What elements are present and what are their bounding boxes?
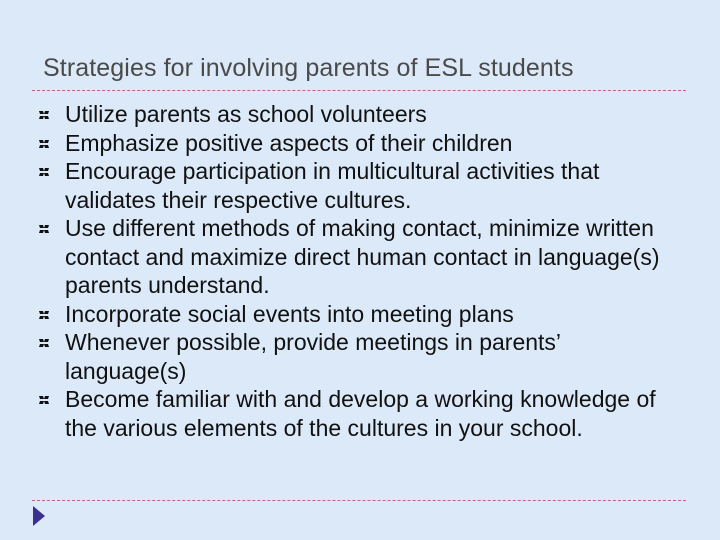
bullet-text: Become familiar with and develop a working knowledge of the various elements of the cultures in your school. — [65, 386, 656, 441]
pinwheel-bullet-icon — [38, 310, 50, 320]
bullet-text: Encourage participation in multicultural activities that validates their respective cultures. — [65, 158, 600, 213]
pinwheel-bullet-icon — [38, 110, 50, 120]
bullet-text: Utilize parents as school volunteers — [65, 101, 427, 127]
bullet-item — [38, 100, 688, 129]
bullet-text: Use different methods of making contact, minimize written contact and maximize direct human contact in language(s) parents understand. — [65, 215, 660, 298]
bullet-list — [38, 100, 688, 442]
bullet-item — [38, 129, 688, 158]
title-divider — [32, 90, 686, 91]
bullet-text: Emphasize positive aspects of their children — [65, 129, 513, 156]
pinwheel-bullet-icon — [38, 167, 50, 177]
footer-divider — [32, 500, 686, 501]
bullet-item — [38, 328, 688, 385]
bullet-text: Incorporate social events into meeting plans — [65, 300, 514, 327]
bullet-text: Whenever possible, provide meetings in parents’ language(s) — [65, 329, 561, 384]
pinwheel-bullet-icon — [38, 224, 50, 234]
pinwheel-bullet-icon — [38, 139, 50, 149]
bullet-item — [38, 300, 688, 329]
bullet-item — [38, 157, 688, 214]
pinwheel-bullet-icon — [38, 338, 50, 348]
bullet-item — [38, 214, 688, 300]
pinwheel-bullet-icon — [38, 395, 50, 405]
play-arrow-icon[interactable] — [32, 505, 46, 527]
slide-title: Strategies for involving parents of ESL students — [43, 54, 574, 82]
bullet-item — [38, 385, 688, 442]
